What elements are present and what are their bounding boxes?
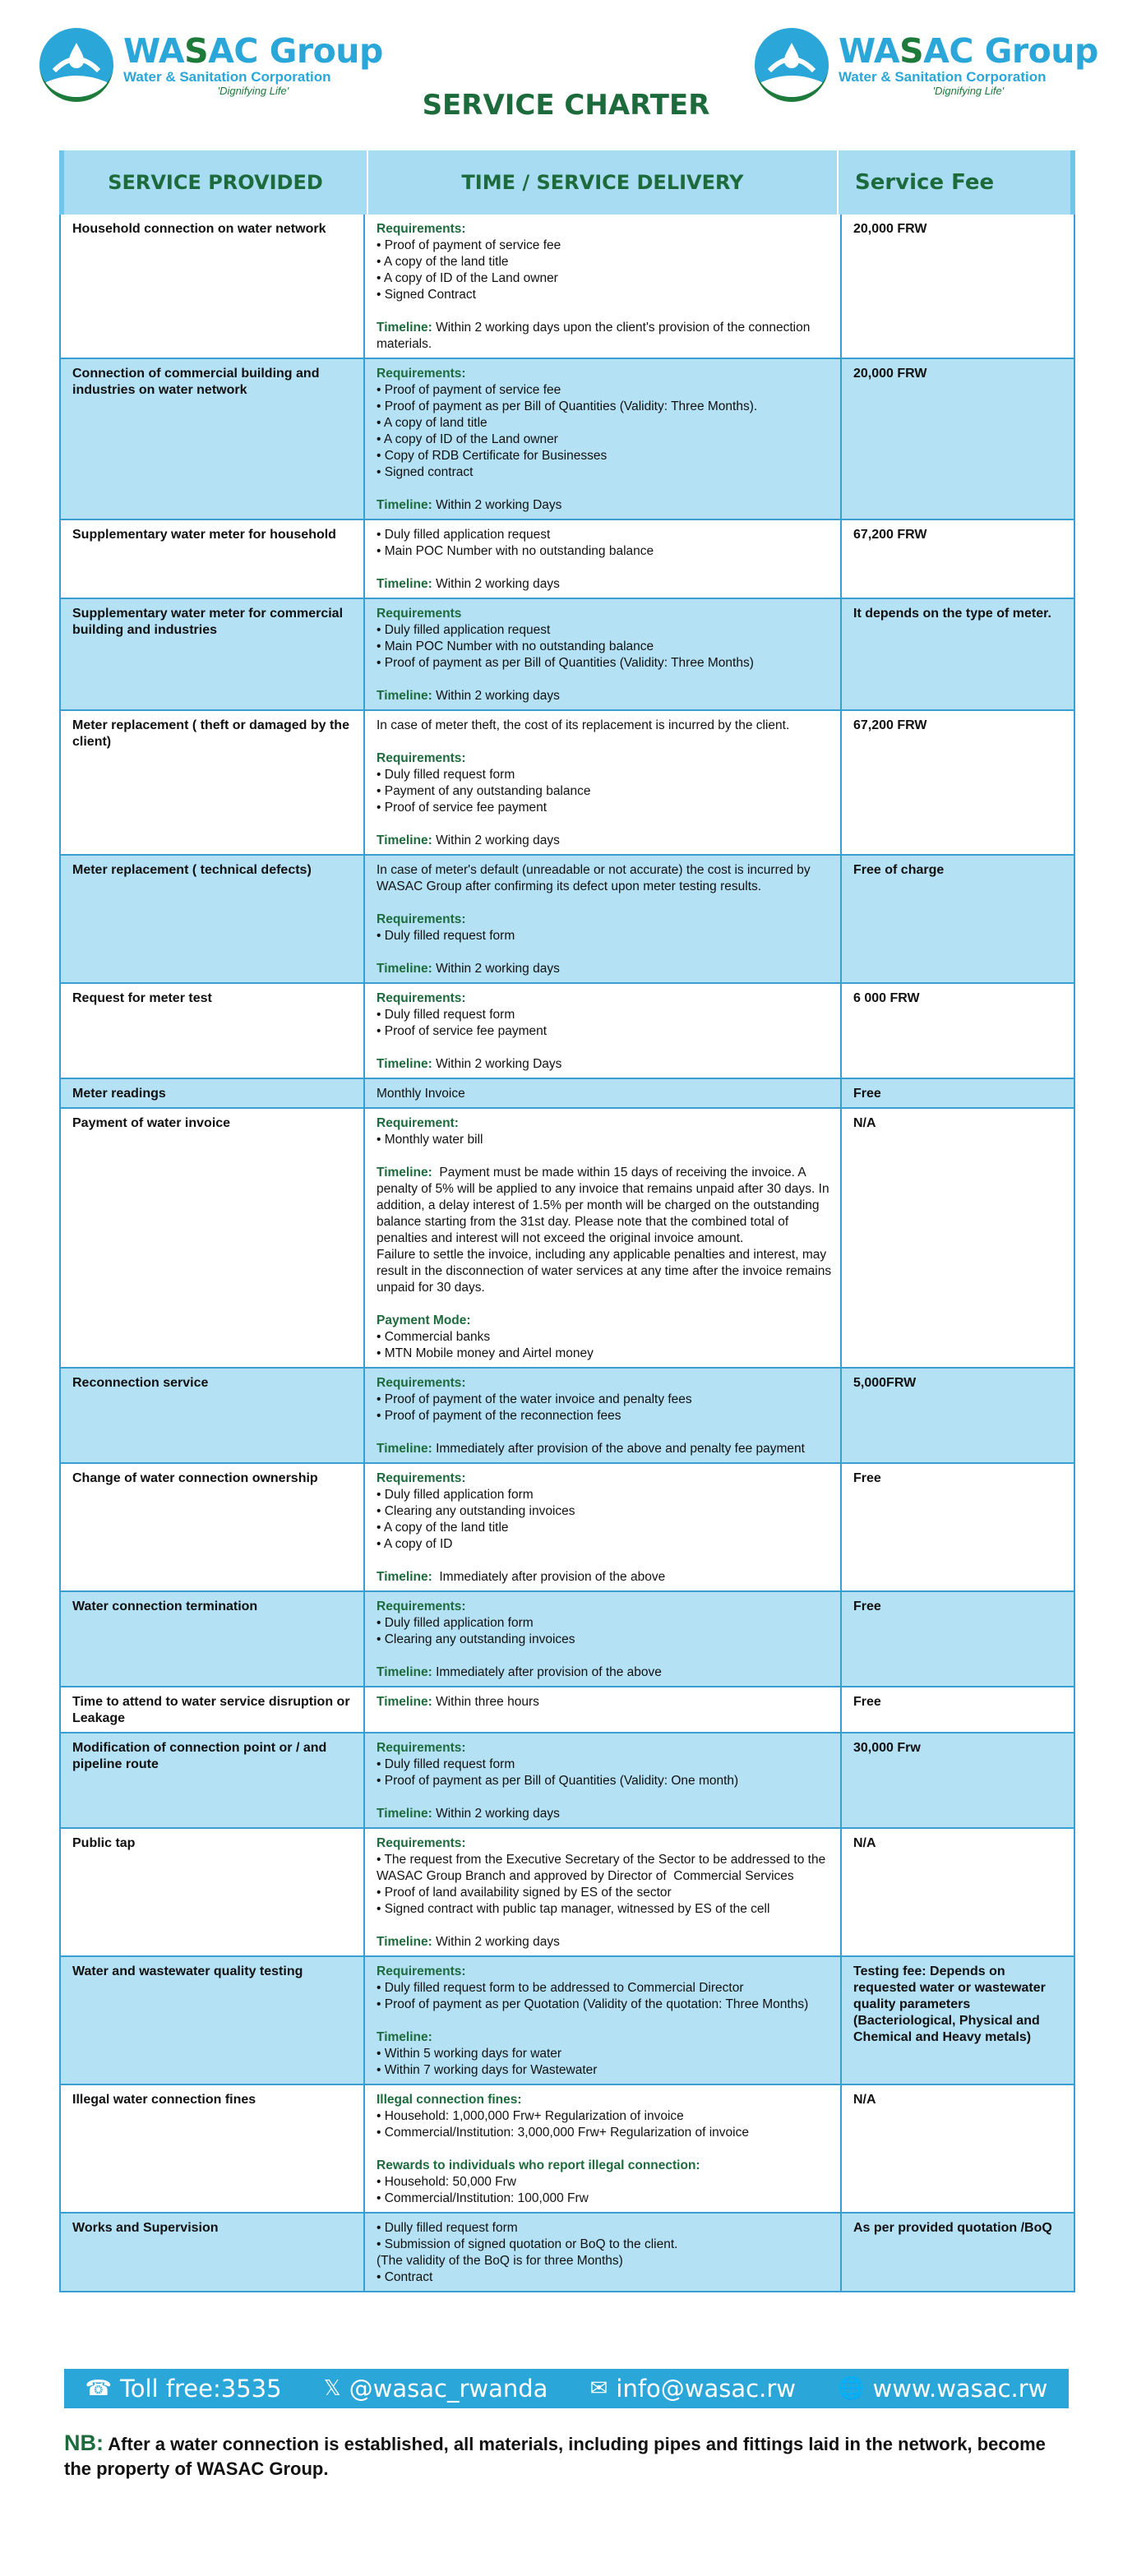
delivery-heading: Rewards to individuals who report illegal connection:	[377, 2158, 700, 2172]
service-fee: 20,000 FRW	[853, 367, 927, 381]
timeline-value: Within 2 working days	[432, 962, 560, 976]
timeline-label: Timeline:	[377, 1695, 432, 1709]
timeline-label: Timeline:	[377, 833, 432, 847]
timeline-label: Timeline:	[377, 1665, 432, 1679]
table-row	[59, 2085, 1075, 2214]
service-delivery	[365, 215, 842, 358]
contact-x[interactable]: 𝕏 @wasac_rwanda	[323, 2375, 548, 2403]
delivery-line: • Within 5 working days for water	[377, 2047, 562, 2061]
timeline-label: Timeline:	[377, 1807, 432, 1821]
delivery-heading: Requirements:	[377, 222, 466, 236]
table-row	[59, 1592, 1075, 1687]
delivery-line: • A copy of ID	[377, 1537, 453, 1551]
service-name: Water connection termination	[61, 1592, 365, 1686]
timeline-line	[377, 1056, 832, 1073]
service-name: Works and Supervision	[61, 2214, 365, 2291]
delivery-line: • Duly filled application form	[377, 1616, 534, 1630]
timeline-label: Timeline:	[377, 498, 432, 512]
delivery-line: • Signed Contract	[377, 288, 476, 302]
delivery-line: • MTN Mobile money and Airtel money	[377, 1346, 594, 1360]
delivery-line: • Proof of payment as per Bill of Quantities (Validity: One month)	[377, 1774, 739, 1788]
delivery-heading: Timeline:	[377, 2030, 432, 2044]
delivery-line: • Proof of service fee payment	[377, 1024, 548, 1038]
delivery-line: • Duly filled request form	[377, 768, 515, 782]
delivery-line: • Proof of payment of service fee	[377, 383, 561, 397]
timeline-value: Immediately after provision of the above	[432, 1665, 662, 1679]
service-charter-table	[59, 150, 1075, 2292]
delivery-line: • Commercial/Institution: 3,000,000 Frw+ Regularization of invoice	[377, 2126, 749, 2140]
spacer	[377, 1424, 832, 1441]
delivery-heading: Requirements:	[377, 367, 466, 381]
spacer	[377, 672, 832, 688]
service-fee: 67,200 FRW	[853, 528, 927, 542]
delivery-heading: Requirements:	[377, 991, 466, 1005]
spacer	[377, 1553, 832, 1569]
delivery-heading: Illegal connection fines:	[377, 2093, 522, 2107]
timeline-value: Within 2 working Days	[432, 1057, 562, 1071]
service-delivery	[365, 1687, 842, 1732]
service-delivery	[365, 520, 842, 598]
service-name: Supplementary water meter for household	[61, 520, 365, 598]
table-row	[59, 359, 1075, 520]
delivery-line: • Duly filled application form	[377, 1488, 534, 1502]
delivery-line: • Main POC Number with no outstanding balance	[377, 639, 654, 653]
timeline-line	[377, 961, 832, 977]
delivery-line: • Dully filled request form	[377, 2221, 518, 2235]
service-fee: As per provided quotation /BoQ	[853, 2221, 1052, 2235]
delivery-line: • Duly filled application request	[377, 528, 551, 542]
delivery-line: • Duly filled request form	[377, 1008, 515, 1022]
spacer	[377, 1789, 832, 1806]
spacer	[377, 944, 832, 961]
spacer	[377, 734, 832, 750]
delivery-line: • A copy of the land title	[377, 1521, 509, 1535]
column-header-fee: Service Fee	[855, 170, 995, 195]
delivery-line: • Contract	[377, 2270, 433, 2284]
contact-phone[interactable]: ☎ Toll free:3535	[85, 2375, 282, 2403]
service-delivery	[365, 1733, 842, 1827]
footnote-label: NB:	[64, 2431, 104, 2455]
delivery-line: • Submission of signed quotation or BoQ to the client.	[377, 2237, 678, 2251]
table-row	[59, 2214, 1075, 2292]
delivery-line: • Copy of RDB Certificate for Businesses	[377, 449, 608, 463]
service-name: Meter readings	[61, 1079, 365, 1107]
service-delivery	[365, 1957, 842, 2084]
delivery-line: • Commercial banks	[377, 1330, 491, 1344]
delivery-heading: Requirements:	[377, 1600, 466, 1613]
delivery-heading: Requirements:	[377, 912, 466, 926]
service-delivery	[365, 856, 842, 982]
timeline-value: Within 2 working days	[432, 689, 560, 703]
service-delivery	[365, 984, 842, 1078]
timeline-value: Within 2 working days	[432, 1807, 560, 1821]
service-delivery	[365, 2085, 842, 2212]
service-name: Supplementary water meter for commercial building and industries	[61, 599, 365, 709]
timeline-line	[377, 1664, 832, 1681]
delivery-heading: Requirements:	[377, 1836, 466, 1850]
spacer	[377, 2013, 832, 2029]
delivery-line: • Proof of payment as per Quotation (Validity of the quotation: Three Months)	[377, 1997, 809, 2011]
table-row	[59, 1733, 1075, 1829]
service-fee: Free	[853, 1087, 881, 1101]
service-delivery	[365, 2214, 842, 2291]
service-name: Meter replacement ( theft or damaged by the client)	[61, 711, 365, 854]
x-icon: 𝕏	[323, 2376, 341, 2401]
delivery-line: • Duly filled request form	[377, 1757, 515, 1771]
spacer	[377, 1148, 832, 1165]
service-fee: Free	[853, 1471, 881, 1485]
delivery-line: • A copy of ID of the Land owner	[377, 432, 558, 446]
footnote-text: After a water connection is established, all materials, including pipes and fittings laid in the network, become the property of WASAC Group.	[64, 2434, 1046, 2479]
delivery-line: • Within 7 working days for Wastewater	[377, 2063, 598, 2077]
service-delivery	[365, 1369, 842, 1462]
timeline-line	[377, 497, 832, 514]
timeline-label: Timeline:	[377, 1935, 432, 1949]
service-name: Public tap	[61, 1829, 365, 1955]
delivery-line: • Proof of land availability signed by ES of the sector	[377, 1886, 672, 1900]
table-row	[59, 1829, 1075, 1957]
spacer	[377, 1918, 832, 1934]
column-header-delivery: TIME / SERVICE DELIVERY	[368, 150, 839, 215]
delivery-line: • A copy of ID of the Land owner	[377, 271, 558, 285]
timeline-line	[377, 1569, 832, 1586]
service-fee: It depends on the type of meter.	[853, 607, 1051, 621]
spacer	[377, 816, 832, 833]
service-delivery	[365, 599, 842, 709]
contact-web[interactable]: 🌐 www.wasac.rw	[838, 2375, 1048, 2403]
timeline-value: Within 2 working Days	[432, 498, 562, 512]
timeline-value: Immediately after provision of the above	[432, 1570, 666, 1584]
delivery-line: • Clearing any outstanding invoices	[377, 1504, 575, 1518]
timeline-line	[377, 320, 832, 353]
delivery-line: • Duly filled application request	[377, 623, 551, 637]
delivery-line: • A copy of the land title	[377, 255, 509, 269]
service-fee: Testing fee: Depends on requested water or wastewater quality parameters (Bacteriological, Physical and Chemical and Heavy metals)	[853, 1964, 1046, 2044]
timeline-line	[377, 1165, 832, 1247]
delivery-heading: Requirements:	[377, 1376, 466, 1390]
delivery-line: • Commercial/Institution: 100,000 Frw	[377, 2191, 589, 2205]
timeline-value: Payment must be made within 15 days of receiving the invoice. A penalty of 5% will be applied to any invoice that remains unpaid after 30 days. In addition, a delay interest of 1.5% per month will be charged on the outstanding balance starting from the 31st day. Please note that the combined total of penalties and interest will not exceed the original invoice amount.	[377, 1166, 833, 1245]
page-title: SERVICE CHARTER	[422, 89, 710, 122]
service-delivery	[365, 1109, 842, 1367]
service-fee: Free of charge	[853, 863, 945, 877]
delivery-line: • Household: 1,000,000 Frw+ Regularization of invoice	[377, 2109, 684, 2123]
contact-email[interactable]: ✉ info@wasac.rw	[589, 2375, 796, 2403]
timeline-value: Within 2 working days	[432, 1935, 560, 1949]
table-row	[59, 599, 1075, 711]
timeline-value: Within 2 working days upon the client's provision of the connection materials.	[377, 321, 814, 351]
delivery-line: • Proof of payment of the water invoice and penalty fees	[377, 1392, 692, 1406]
delivery-line: • Clearing any outstanding invoices	[377, 1632, 575, 1646]
timeline-label: Timeline:	[377, 577, 432, 591]
service-delivery	[365, 1079, 842, 1107]
table-row	[59, 1079, 1075, 1109]
delivery-line: • Duly filled request form	[377, 929, 515, 943]
table-body	[59, 215, 1075, 2292]
service-fee: 67,200 FRW	[853, 718, 927, 732]
service-fee: N/A	[853, 1836, 876, 1850]
spacer	[377, 481, 832, 497]
service-fee: 20,000 FRW	[853, 222, 927, 236]
delivery-line: In case of meter's default (unreadable or not accurate) the cost is incurred by WASAC Group after confirming its defect upon meter testing results.	[377, 863, 814, 893]
timeline-label: Timeline:	[377, 1570, 432, 1584]
brand-name: WASAC Group	[839, 30, 1098, 71]
delivery-line: • Duly filled request form to be addressed to Commercial Director	[377, 1981, 744, 1995]
delivery-heading: Requirements:	[377, 1964, 466, 1978]
table-row	[59, 1687, 1075, 1733]
timeline-line	[377, 833, 832, 849]
spacer	[377, 2141, 832, 2158]
delivery-line: • Payment of any outstanding balance	[377, 784, 591, 798]
service-name: Water and wastewater quality testing	[61, 1957, 365, 2084]
delivery-line: Failure to settle the invoice, including any applicable penalties and interest, may result in the disconnection of water services at any time after the invoice remains unpaid for 30 days.	[377, 1248, 835, 1295]
delivery-heading: Requirements:	[377, 1741, 466, 1755]
spacer	[377, 303, 832, 320]
table-row	[59, 1464, 1075, 1592]
delivery-line: • Signed contract with public tap manager, witnessed by ES of the cell	[377, 1902, 770, 1916]
column-header-service: SERVICE PROVIDED	[64, 150, 368, 215]
timeline-line	[377, 1694, 832, 1710]
timeline-line	[377, 688, 832, 704]
service-delivery	[365, 1592, 842, 1686]
service-name: Connection of commercial building and industries on water network	[61, 359, 365, 519]
delivery-line: • Household: 50,000 Frw	[377, 2175, 516, 2189]
table-row	[59, 984, 1075, 1079]
table-header	[59, 150, 1075, 215]
service-name: Meter replacement ( technical defects)	[61, 856, 365, 982]
table-row	[59, 711, 1075, 856]
delivery-heading: Requirements:	[377, 751, 466, 765]
service-name: Change of water connection ownership	[61, 1464, 365, 1590]
delivery-line: • Proof of service fee payment	[377, 801, 548, 815]
delivery-heading: Payment Mode:	[377, 1313, 471, 1327]
table-row	[59, 1369, 1075, 1464]
spacer	[377, 1296, 832, 1313]
timeline-label: Timeline:	[377, 1057, 432, 1071]
timeline-label: Timeline:	[377, 1442, 432, 1456]
spacer	[377, 1040, 832, 1056]
mail-icon: ✉	[589, 2376, 608, 2401]
service-fee: N/A	[853, 2093, 876, 2107]
delivery-line: • The request from the Executive Secretary of the Sector to be addressed to the WASAC Group Branch and approved by Director of Commercial Services	[377, 1853, 829, 1883]
service-name: Reconnection service	[61, 1369, 365, 1462]
delivery-line: (The validity of the BoQ is for three Months)	[377, 2254, 623, 2268]
service-name: Modification of connection point or / and pipeline route	[61, 1733, 365, 1827]
delivery-heading: Requirements	[377, 607, 462, 621]
footnote	[64, 2431, 1075, 2481]
service-delivery	[365, 1464, 842, 1590]
contact-bar	[64, 2369, 1069, 2408]
page-header	[0, 0, 1132, 144]
service-fee: Free	[853, 1695, 881, 1709]
delivery-line: Monthly Invoice	[377, 1087, 465, 1101]
delivery-line: • Proof of payment of the reconnection fees	[377, 1409, 621, 1423]
brand-tagline: 'Dignifying Life'	[932, 84, 1005, 97]
delivery-line: • Main POC Number with no outstanding balance	[377, 544, 654, 558]
service-name: Illegal water connection fines	[61, 2085, 365, 2212]
timeline-line	[377, 576, 832, 593]
timeline-label: Timeline:	[377, 1166, 432, 1180]
table-row	[59, 1957, 1075, 2085]
timeline-line	[377, 1934, 832, 1950]
table-row	[59, 520, 1075, 599]
service-name: Time to attend to water service disruption or Leakage	[61, 1687, 365, 1732]
service-fee: N/A	[853, 1116, 876, 1130]
timeline-value: Within three hours	[432, 1695, 539, 1709]
delivery-heading: Requirements:	[377, 1471, 466, 1485]
delivery-line: • Signed contract	[377, 465, 474, 479]
delivery-heading: Requirement:	[377, 1116, 459, 1130]
service-name: Payment of water invoice	[61, 1109, 365, 1367]
timeline-line	[377, 1806, 832, 1822]
service-delivery	[365, 359, 842, 519]
service-delivery	[365, 711, 842, 854]
timeline-label: Timeline:	[377, 689, 432, 703]
service-fee: 6 000 FRW	[853, 991, 920, 1005]
delivery-line: In case of meter theft, the cost of its replacement is incurred by the client.	[377, 718, 790, 732]
timeline-value: Immediately after provision of the above and penalty fee payment	[432, 1442, 805, 1456]
delivery-line: • Proof of payment as per Bill of Quantities (Validity: Three Months)	[377, 656, 754, 670]
timeline-label: Timeline:	[377, 962, 432, 976]
spacer	[377, 895, 832, 912]
table-row	[59, 856, 1075, 984]
timeline-label: Timeline:	[377, 321, 432, 335]
timeline-line	[377, 1441, 832, 1457]
service-delivery	[365, 1829, 842, 1955]
delivery-line: • Proof of payment as per Bill of Quantities (Validity: Three Months).	[377, 399, 758, 413]
service-fee: Free	[853, 1600, 881, 1613]
table-row	[59, 1109, 1075, 1369]
timeline-value: Within 2 working days	[432, 833, 560, 847]
spacer	[377, 560, 832, 576]
spacer	[377, 1648, 832, 1664]
timeline-value: Within 2 working days	[432, 577, 560, 591]
service-fee: 30,000 Frw	[853, 1741, 921, 1755]
brand-subtitle: Water & Sanitation Corporation	[839, 68, 1047, 85]
service-name: Request for meter test	[61, 984, 365, 1078]
service-name: Household connection on water network	[61, 215, 365, 358]
brand-subtitle: Water & Sanitation Corporation	[123, 68, 331, 85]
brand-name: WASAC Group	[123, 30, 383, 71]
table-row	[59, 215, 1075, 359]
service-fee: 5,000FRW	[853, 1376, 917, 1390]
brand-tagline: 'Dignifying Life'	[217, 84, 289, 97]
globe-icon: 🌐	[838, 2376, 865, 2401]
delivery-line: • A copy of land title	[377, 416, 487, 430]
delivery-line: • Monthly water bill	[377, 1133, 483, 1147]
phone-icon: ☎	[85, 2376, 112, 2401]
delivery-line: • Proof of payment of service fee	[377, 238, 561, 252]
